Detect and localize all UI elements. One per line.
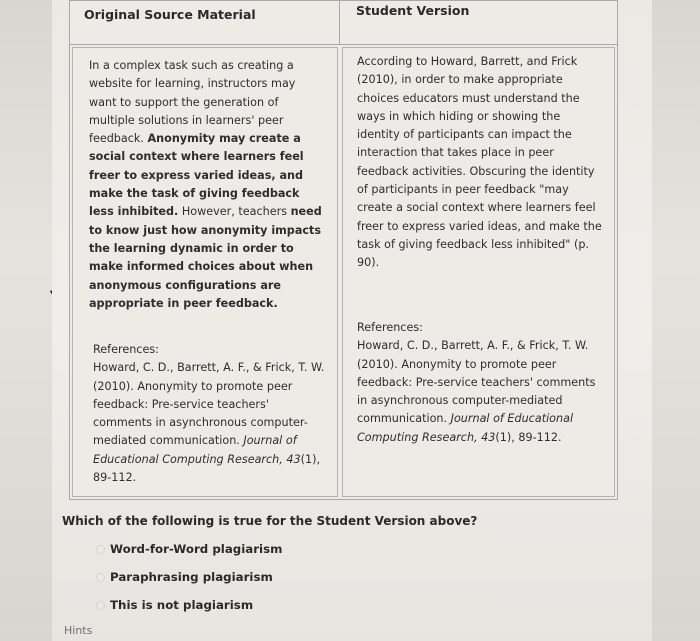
original-cell (72, 47, 338, 497)
original-references (93, 341, 327, 487)
original-bold-part: Anonymity may create a social context where learners feel freer to express varied ideas, and make the task of giving feedback less inhibited. (89, 132, 304, 219)
original-paragraph (89, 57, 325, 313)
original-bold-part: need to know just how anonymity impacts the learning dynamic in order to make informed choices about when anonymous configurations are appropriate in peer feedback. (89, 205, 322, 310)
question-prompt: Which of the following is true for the Student Version above? (62, 514, 478, 528)
comparison-table (69, 0, 618, 500)
content-sheet (52, 0, 652, 641)
option-label[interactable]: This is not plagiarism (110, 598, 254, 612)
student-references (357, 319, 603, 447)
option-paraphrasing[interactable] (96, 570, 273, 584)
original-text-part: However, teachers (178, 205, 291, 219)
option-not-plagiarism[interactable] (96, 598, 253, 612)
radio-button[interactable] (96, 601, 105, 610)
option-word-for-word[interactable] (96, 542, 282, 556)
radio-button[interactable] (96, 573, 105, 582)
reference-journal: Journal of Educational Computing Research, 43 (93, 434, 301, 466)
reference-issue-pages: (1), 89-112. (93, 452, 321, 485)
hints-link[interactable]: Hints (64, 624, 93, 637)
reference-authors: Howard, C. D., Barrett, A. F., & Frick, T. W. (2010). Anonymity to promote peer feedback: Pre-service teachers' comments in asynchronous computer-mediated communication. (93, 361, 325, 448)
references-label: References: (93, 343, 159, 356)
student-header: Student Version (340, 1, 617, 45)
option-label[interactable]: Word-for-Word plagiarism (110, 542, 283, 556)
student-cell (342, 47, 615, 497)
reference-authors: Howard, C. D., Barrett, A. F., & Frick, T. W. (2010). Anonymity to promote peer feedback: Pre-service teachers' comments in asynchronous computer-mediated communication. (357, 339, 596, 426)
student-paragraph: According to Howard, Barrett, and Frick (2010), in order to make appropriate choices educators must understand the ways in which hiding or showing the identity of participants can impact the interaction that takes place in peer feedback activities. Obscuring the identity of participants in peer feedback "may create a social context where learners feel freer to express varied ideas, and make the task of giving feedback less inhibited" (p. 90). (357, 55, 602, 270)
original-header: Original Source Material (70, 1, 340, 45)
references-label: References: (357, 321, 423, 334)
radio-button[interactable] (96, 545, 105, 554)
option-label[interactable]: Paraphrasing plagiarism (110, 570, 273, 584)
reference-journal: Journal of Educational Computing Research, 43 (357, 412, 574, 444)
reference-issue-pages: (1), 89-112. (495, 430, 562, 444)
original-text-part: In a complex task such as creating a website for learning, instructors may want to support the generation of multiple solutions in learners' peer feedback. (89, 59, 296, 146)
